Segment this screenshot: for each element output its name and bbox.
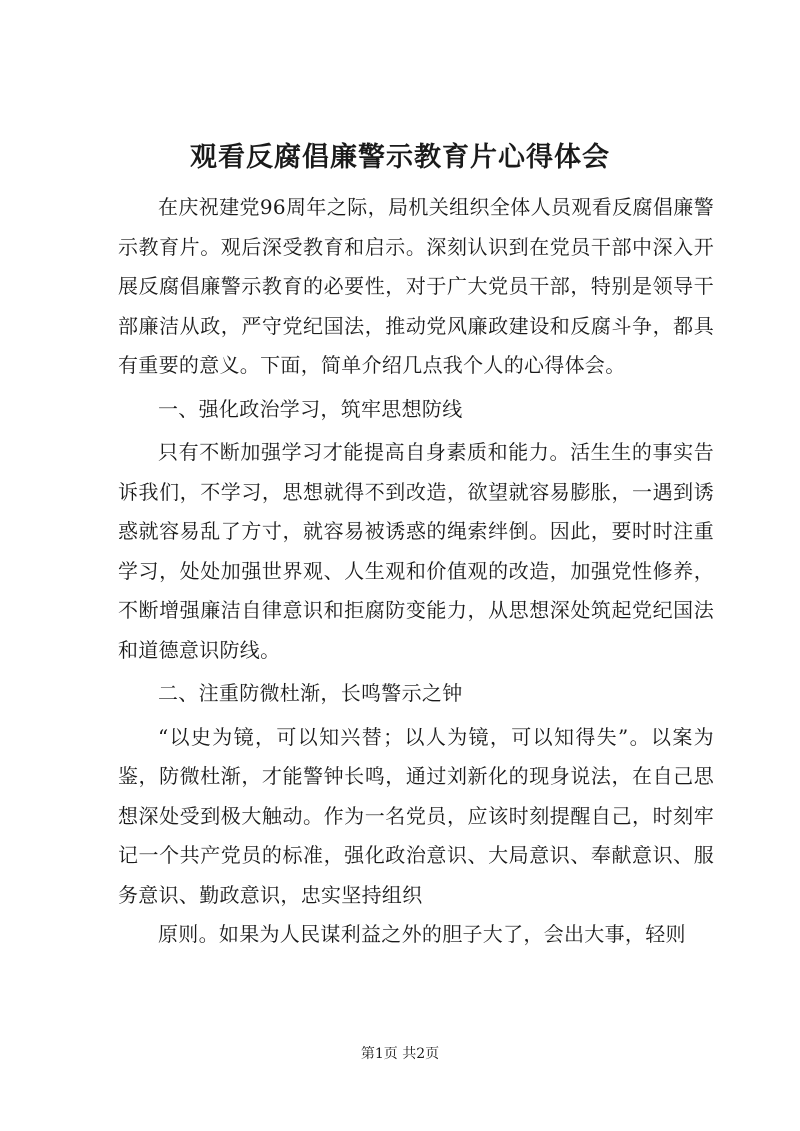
paragraph-section-1: 只有不断加强学习才能提高自身素质和能力。活生生的事实告诉我们，不学习，思想就得不到改造，欲望就容易膨胀，一遇到诱惑就容易乱了方寸，就容易被诱惑的绳索绊倒。因此，要时时注重学习，处处加强世界观、人生观和价值观的改造，加强党性修养，不断增强廉洁自律意识和拒腐防变能力，从思想深处筑起党纪国法和道德意识防线。 <box>118 440 714 662</box>
paragraph-continuation: 原则。如果为人民谋利益之外的胆子大了，会出大事，轻则 <box>158 922 686 946</box>
paragraph-intro: 在庆祝建党96周年之际，局机关组织全体人员观看反腐倡廉警示教育片。观后深受教育和启示。深刻认识到在党员干部中深入开展反腐倡廉警示教育的必要性，对于广大党员干部，特别是领导干部廉洁从政，严守党纪国法，推动党风廉政建设和反腐斗争，都具有重要的意义。下面，简单介绍几点我个人的心得体会。 <box>118 195 714 377</box>
page-title: 观看反腐倡廉警示教育片心得体会 <box>190 142 610 173</box>
section-heading-1: 一、强化政治学习，筑牢思想防线 <box>158 396 463 421</box>
section-heading-2: 二、注重防微杜渐，长鸣警示之钟 <box>158 681 463 705</box>
page-footer: 第1页 共2页 <box>360 1046 440 1062</box>
document-body <box>118 188 714 955</box>
paragraph-section-2: “以史为镜，可以知兴替；以人为镜，可以知得失”。以案为鉴，防微杜渐，才能警钟长鸣，通过刘新化的现身说法，在自己思想深处受到极大触动。作为一名党员，应该时刻提醒自己，时刻牢记一个共产党员的标准，强化政治意识、大局意识、奉献意识、服务意识、勤政意识，忠实坚持组织 <box>118 724 714 907</box>
